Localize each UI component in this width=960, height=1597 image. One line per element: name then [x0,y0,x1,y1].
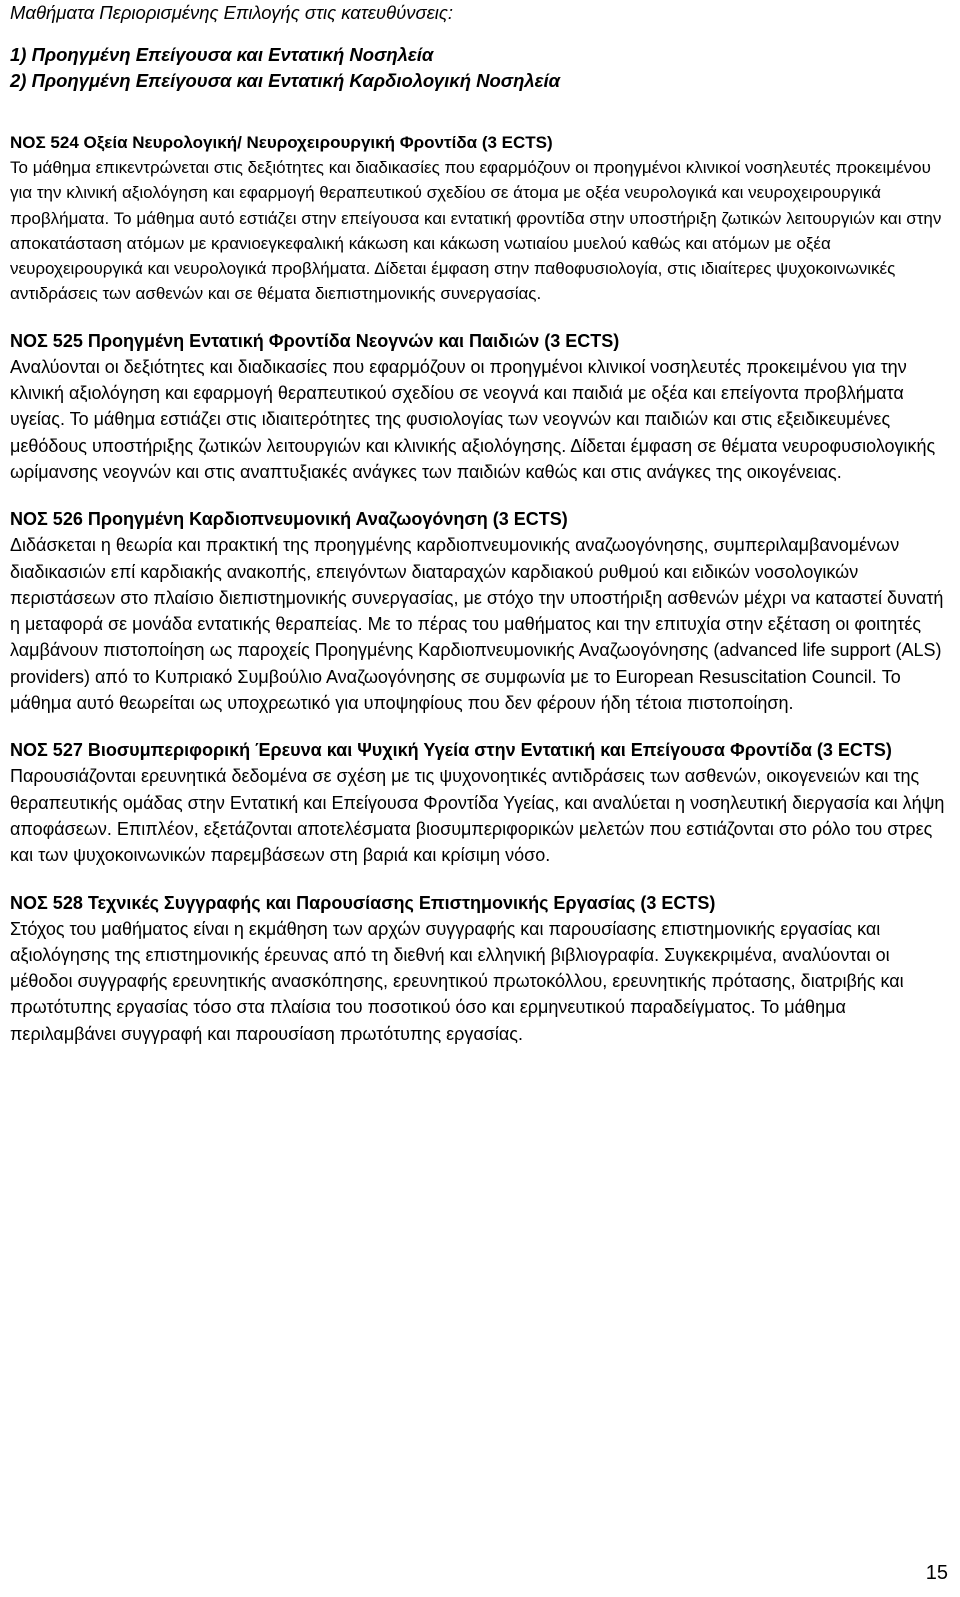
course-section [10,507,950,716]
course-title: ΝΟΣ 525 Προηγμένη Εντατική Φροντίδα Νεογνών και Παιδιών (3 ECTS) [10,330,620,351]
course-section [10,738,950,868]
course-title: ΝΟΣ 527 Βιοσυμπεριφορική Έρευνα και Ψυχική Υγεία στην Εντατική και Επείγουσα Φροντίδα (3 ECTS) [10,740,892,761]
course-description: Το μάθημα επικεντρώνεται στις δεξιότητες και διαδικασίες που εφαρμόζουν οι προηγμένοι κλινικοί νοσηλευτές προκειμένου για την κλινική αξιολόγηση και εφαρμογή θεραπευτικού σχεδίου σε άτομα με οξέα νευρολογικά και νευροχειρουργικά προβλήματα. Το μάθημα αυτό εστιάζει στην επείγουσα και εντατική φροντίδα στην υποστήριξη ζωτικών λειτουργιών και στην αποκατάσταση ατόμων με κρανιοεγκεφαλική κάκωση και κάκωση νωτιαίου μυελού καθώς και ατόμων με οξέα νευροχειρουργικά και νευρολογικά προβλήματα. Δίδεται έμφαση στην παθοφυσιολογία, στις ιδιαίτερες ψυχοκοινωνικές αντιδράσεις των ασθενών και σε θέματα διεπιστημονικής συνεργασίας. [10,158,942,304]
track-list [10,42,950,94]
course-title: ΝΟΣ 524 Οξεία Νευρολογική/ Νευροχειρουργική Φροντίδα (3 ECTS) [10,133,553,152]
course-section [10,130,950,307]
course-title: ΝΟΣ 528 Τεχνικές Συγγραφής και Παρουσίασης Επιστημονικής Εργασίας (3 ECTS) [10,892,716,913]
document-page [10,0,950,1047]
intro-heading: Μαθήματα Περιορισμένης Επιλογής στις κατευθύνσεις: [10,2,454,23]
course-description: Αναλύονται οι δεξιότητες και διαδικασίες που εφαρμόζουν οι προηγμένοι κλινικοί νοσηλευτές προκειμένου για την κλινική αξιολόγηση και εφαρμογή θεραπευτικού σχεδίου σε νεογνά και παιδιά με οξέα και επείγοντα προβλήματα υγείας. Το μάθημα εστιάζει στις ιδιαιτερότητες της φυσιολογίας των νεογνών και παιδιών και στις εξειδικευμένες μεθόδους υποστήριξης ζωτικών λειτουργιών και κλινικής αξιολόγησης. Δίδεται έμφαση σε θέματα νευροφυσιολογικής ωρίμανσης νεογνών και στις αναπτυξιακές ανάγκες των παιδιών καθώς και στις ανάγκες της οικογένειας. [10,356,936,482]
page-number: 15 [925,1562,948,1584]
track-item: 1) Προηγμένη Επείγουσα και Εντατική Νοσηλεία [10,44,434,65]
course-section [10,329,950,485]
track-item: 2) Προηγμένη Επείγουσα και Εντατική Καρδιολογική Νοσηλεία [10,70,561,91]
course-description: Παρουσιάζονται ερευνητικά δεδομένα σε σχέση με τις ψυχονοητικές αντιδράσεις των ασθενών, οικογενειών και της θεραπευτικής ομάδας στην Εντατική και Επείγουσα Φροντίδα Υγείας, και αναλύεται η νοσηλευτική διεργασία και λήψη αποφάσεων. Επιπλέον, εξετάζονται αποτελέσματα βιοσυμπεριφορικών μελετών που εστιάζονται στο ρόλο του στρες και των ψυχοκοινωνικών παρεμβάσεων στη βαριά και κρίσιμη νόσο. [10,766,945,866]
course-title: ΝΟΣ 526 Προηγμένη Καρδιοπνευμονική Αναζωογόνηση (3 ECTS) [10,509,568,530]
course-description: Διδάσκεται η θεωρία και πρακτική της προηγμένης καρδιοπνευμονικής αναζωογόνησης, συμπεριλαμβανομένων διαδικασιών επί καρδιακής ανακοπής, επειγόντων διαταραχών καρδιακού ρυθμού και ειδικών νοσολογικών περιστάσεων στο πλαίσιο διεπιστημονικής συνεργασίας, με στόχο την υποστήριξη ασθενών μέχρι να καταστεί δυνατή η μεταφορά σε μονάδα εντατικής θεραπείας. Με το πέρας του μαθήματος και την επιτυχία στην εξέταση οι φοιτητές λαμβάνουν πιστοποίηση ως παροχείς Προηγμένης Καρδιοπνευμονικής Αναζωογόνησης (advanced life support (ALS) providers) από το Κυπριακό Συμβούλιο Αναζωογόνησης σε συμφωνία με το European Resuscitation Council. Το μάθημα αυτό θεωρείται ως υποχρεωτικό για υποψηφίους που δεν φέρουν ήδη τέτοια πιστοποίηση. [10,535,944,714]
course-description: Στόχος του μαθήματος είναι η εκμάθηση των αρχών συγγραφής και παρουσίασης επιστημονικής εργασίας και αξιολόγησης της επιστημονικής έρευνας από τη διεθνή και ελληνική βιβλιογραφία. Συγκεκριμένα, αναλύονται οι μέθοδοι συγγραφής ερευνητικής ανασκόπησης, ερευνητικού πρωτοκόλλου, ερευνητικής πρότασης, διατριβής και πρωτότυπης εργασίας τόσο στα πλαίσια του ποσοτικού όσο και ερμηνευτικού παραδείγματος. Το μάθημα περιλαμβάνει συγγραφή και παρουσίαση πρωτότυπης εργασίας. [10,918,904,1044]
course-section [10,891,950,1047]
